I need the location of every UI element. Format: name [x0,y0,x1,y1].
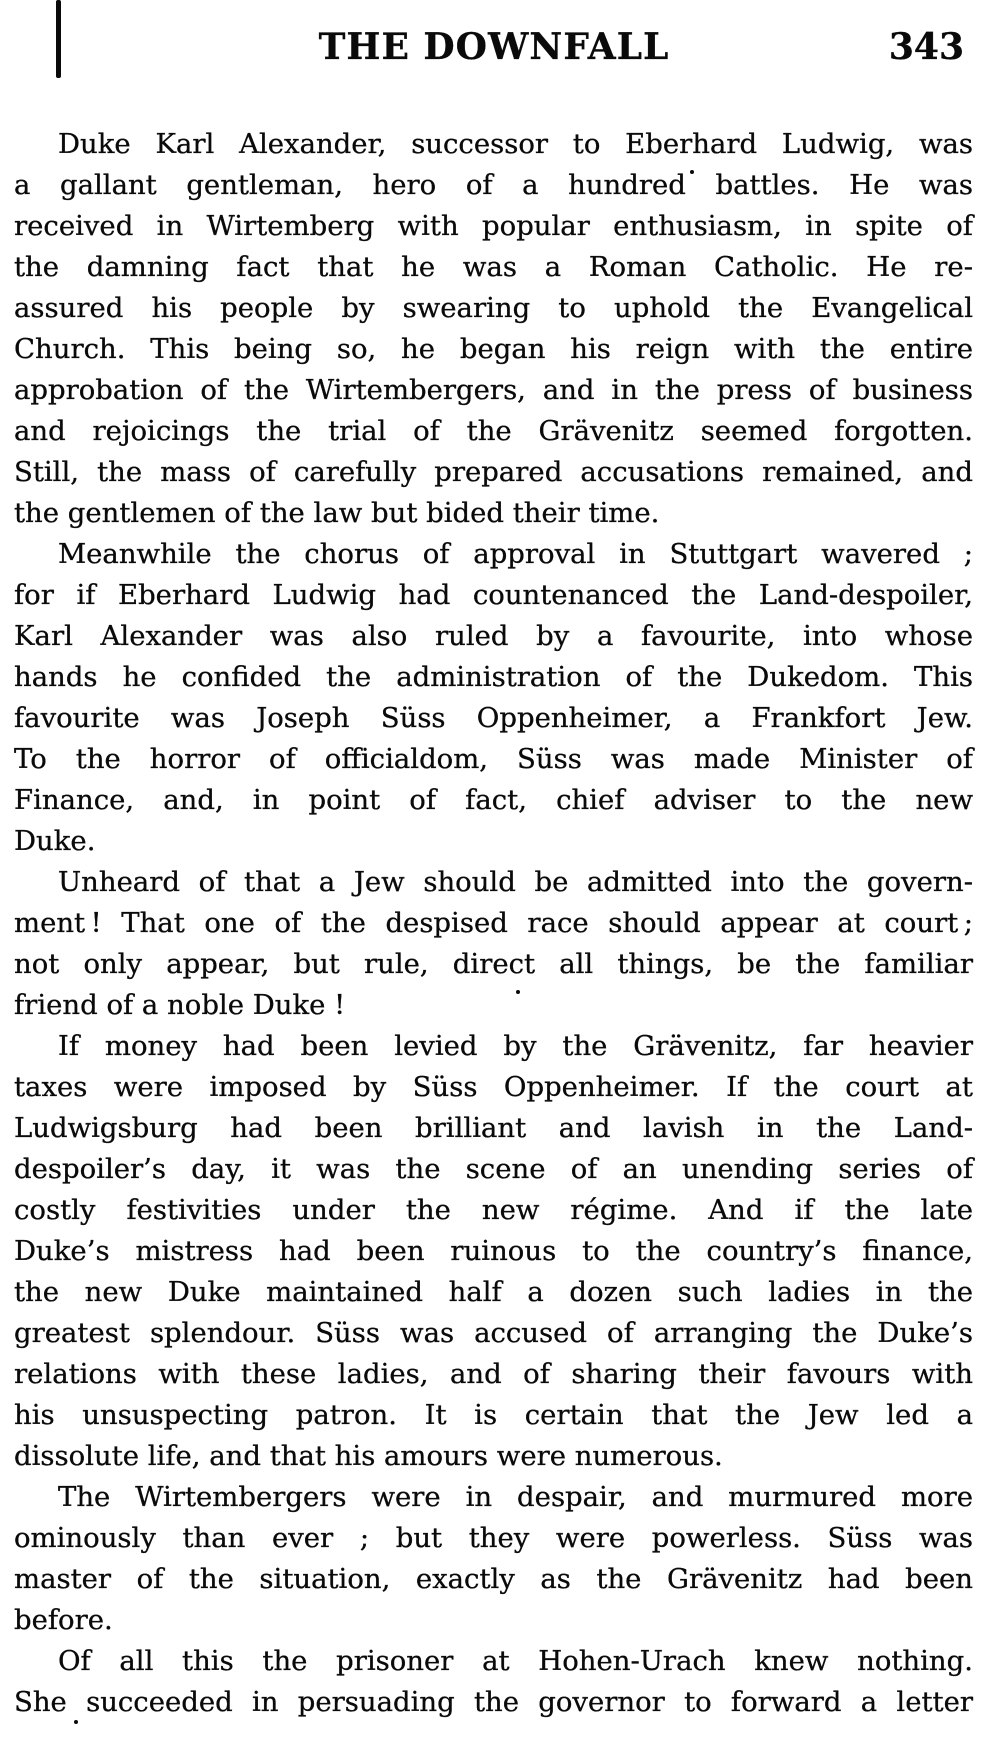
text-line: ment ! That one of the despised race should appear at court ; [14,907,973,939]
text-line: hands he confided the administration of the Dukedom. This [14,661,973,693]
page-body [14,124,973,1723]
text-line: Of all this the prisoner at Hohen-Urach knew nothing. [58,1645,973,1677]
paragraph [14,124,973,534]
paragraph [14,534,973,862]
text-line: Meanwhile the chorus of approval in Stuttgart wavered ; [58,538,973,570]
text-line: relations with these ladies, and of sharing their favours with [14,1358,973,1390]
text-line: Finance, and, in point of fact, chief adviser to the new [14,784,973,816]
paragraph [14,862,973,1026]
text-line: Duke. [14,825,96,857]
text-line: To the horror of officialdom, Süss was made Minister of [14,743,973,775]
paragraph [14,1641,973,1723]
text-line: She succeeded in persuading the governor to forward a letter [14,1686,973,1718]
text-line: a gallant gentleman, hero of a hundred battles. He was [14,169,973,201]
text-line: approbation of the Wirtembergers, and in the press of business [14,374,973,406]
paragraph [14,1477,973,1641]
text-line: ominously than ever ; but they were powerless. Süss was [14,1522,973,1554]
text-line: The Wirtembergers were in despair, and murmured more [58,1481,973,1513]
text-line: and rejoicings the trial of the Grävenitz seemed forgotten. [14,415,973,447]
page-number: 343 [888,26,964,68]
text-line: received in Wirtemberg with popular enthusiasm, in spite of [14,210,973,242]
text-line: taxes were imposed by Süss Oppenheimer. If the court at [14,1071,973,1103]
text-line: the damning fact that he was a Roman Catholic. He re- [14,251,973,283]
text-line: for if Eberhard Ludwig had countenanced the Land-despoiler, [14,579,973,611]
running-title: THE DOWNFALL [318,26,670,68]
text-line: before. [14,1604,113,1636]
text-line: greatest splendour. Süss was accused of arranging the Duke’s [14,1317,973,1349]
page-header [0,22,1000,72]
text-line: Karl Alexander was also ruled by a favourite, into whose [14,620,973,652]
paragraph [14,1026,973,1477]
text-line: Still, the mass of carefully prepared accusations remained, and [14,456,973,488]
text-line: Duke’s mistress had been ruinous to the country’s finance, [14,1235,973,1267]
text-line: the gentlemen of the law but bided their time. [14,497,660,529]
text-line: dissolute life, and that his amours were numerous. [14,1440,723,1472]
text-line: assured his people by swearing to uphold the Evangelical [14,292,973,324]
text-line: Church. This being so, he began his reign with the entire [14,333,973,365]
text-line: his unsuspecting patron. It is certain that the Jew led a [14,1399,973,1431]
text-line: If money had been levied by the Grävenitz, far heavier [58,1030,973,1062]
text-line: master of the situation, exactly as the Grävenitz had been [14,1563,973,1595]
text-line: Ludwigsburg had been brilliant and lavish in the Land- [14,1112,973,1144]
text-line: costly festivities under the new régime. And if the late [14,1194,973,1226]
text-line: the new Duke maintained half a dozen such ladies in the [14,1276,973,1308]
text-line: despoiler’s day, it was the scene of an unending series of [14,1153,973,1185]
text-line: friend of a noble Duke ! [14,989,346,1021]
text-line: favourite was Joseph Süss Oppenheimer, a Frankfort Jew. [14,702,973,734]
text-line: Unheard of that a Jew should be admitted into the govern- [58,866,973,898]
text-line: Duke Karl Alexander, successor to Eberhard Ludwig, was [58,128,973,160]
text-line: not only appear, but rule, direct all things, be the familiar [14,948,973,980]
